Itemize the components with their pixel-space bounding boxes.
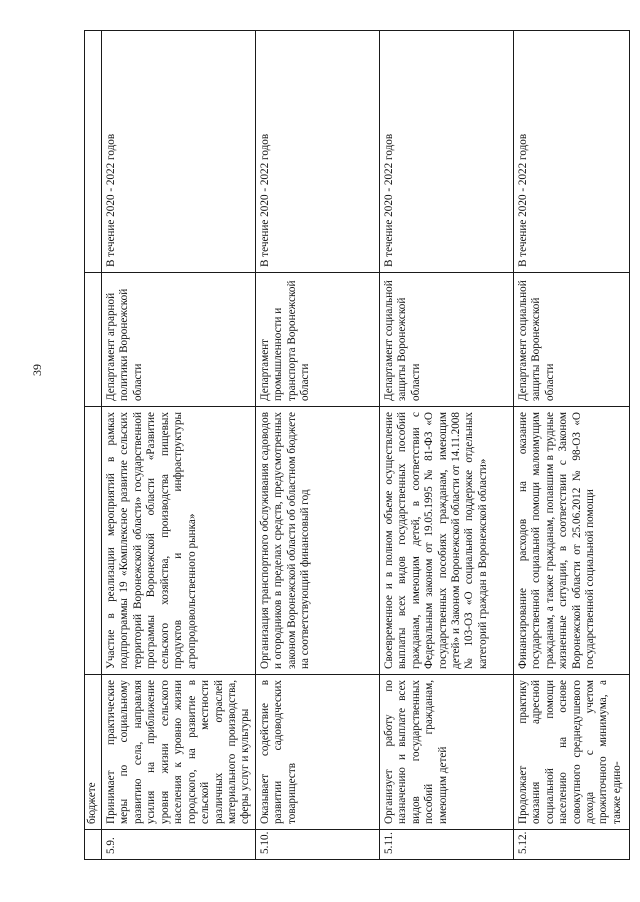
deadline-cell: В течение 2020 - 2022 годов [513,31,629,273]
task-cell: Принимает практические меры по социальному развитию села, направляя усилия на приближение уровня жизни сельского населения к уровню жизни городского, на развитие в сельской местности различных отраслей материального производства, сферы услуг и культуры [102,675,256,830]
task-cell: Продолжает практику оказания адресной социальной помощи населению на основе совокупного среднедушевого дохода с учетом прожиточного минимума, а также едино- [513,675,629,830]
measure-cell [85,407,102,675]
executor-cell: Департамент промышленности и транспорта Воронежской области [255,273,379,407]
deadline-cell: В течение 2020 - 2022 годов [255,31,379,273]
table-row [513,31,629,860]
measure-cell: Своевременное и в полном объеме осуществление выплаты всех видов государственных пособий гражданам, имеющим детей, в соответствии с Федеральным законом от 19.05.1995 № 81-ФЗ «О государственных пособиях гражданам, имеющим детей» и Законом Воронежской области от 14.11.2008 № 103-ОЗ «О социальной поддержке отдельных категорий граждан в Воронежской области» [379,407,513,675]
measure-cell: Финансирование расходов на оказание государственной социальной помощи малоимущим гражданам, а также гражданам, попавшим в трудные жизненные ситуации, в соответствии с Законом Воронежской области от 25.06.2012 № 98-ОЗ «О государственной социальной помощи [513,407,629,675]
executor-cell: Департамент социальной защиты Воронежской области [513,273,629,407]
page-number: 39 [30,364,44,376]
measure-cell: Участие в реализации мероприятий в рамках подпрограммы 19 «Комплексное развитие сельских территорий Воронежской области» государственной программы Воронежской области «Развитие сельского хозяйства, производства пищевых продуктов и инфраструктуры агропродовольственного рынка» [102,407,256,675]
table-row [379,31,513,860]
row-number-cell: 5.12. [513,830,629,860]
table-row [85,31,102,860]
executor-cell: Департамент социальной защиты Воронежской области [379,273,513,407]
rotated-page [84,30,623,860]
deadline-cell [85,31,102,273]
executor-cell [85,273,102,407]
row-number-cell: 5.10. [255,830,379,860]
measures-table [84,30,630,860]
task-cell: Оказывает содействие в развитии садоводческих товариществ [255,675,379,830]
row-number-cell: 5.11. [379,830,513,860]
deadline-cell: В течение 2020 - 2022 годов [379,31,513,273]
table-row [102,31,256,860]
task-cell: бюджете [85,675,102,830]
task-cell: Организует работу по назначению и выплате всех видов государственных пособий гражданам, имеющим детей [379,675,513,830]
table-row [255,31,379,860]
measure-cell: Организация транспортного обслуживания садоводов и огородников в пределах средств, предусмотренных законом Воронежской области об областном бюджете на соответствующий финансовый год [255,407,379,675]
row-number-cell: 5.9. [102,830,256,860]
executor-cell: Департамент аграрной политики Воронежской области [102,273,256,407]
row-number-cell [85,830,102,860]
deadline-cell: В течение 2020 - 2022 годов [102,31,256,273]
